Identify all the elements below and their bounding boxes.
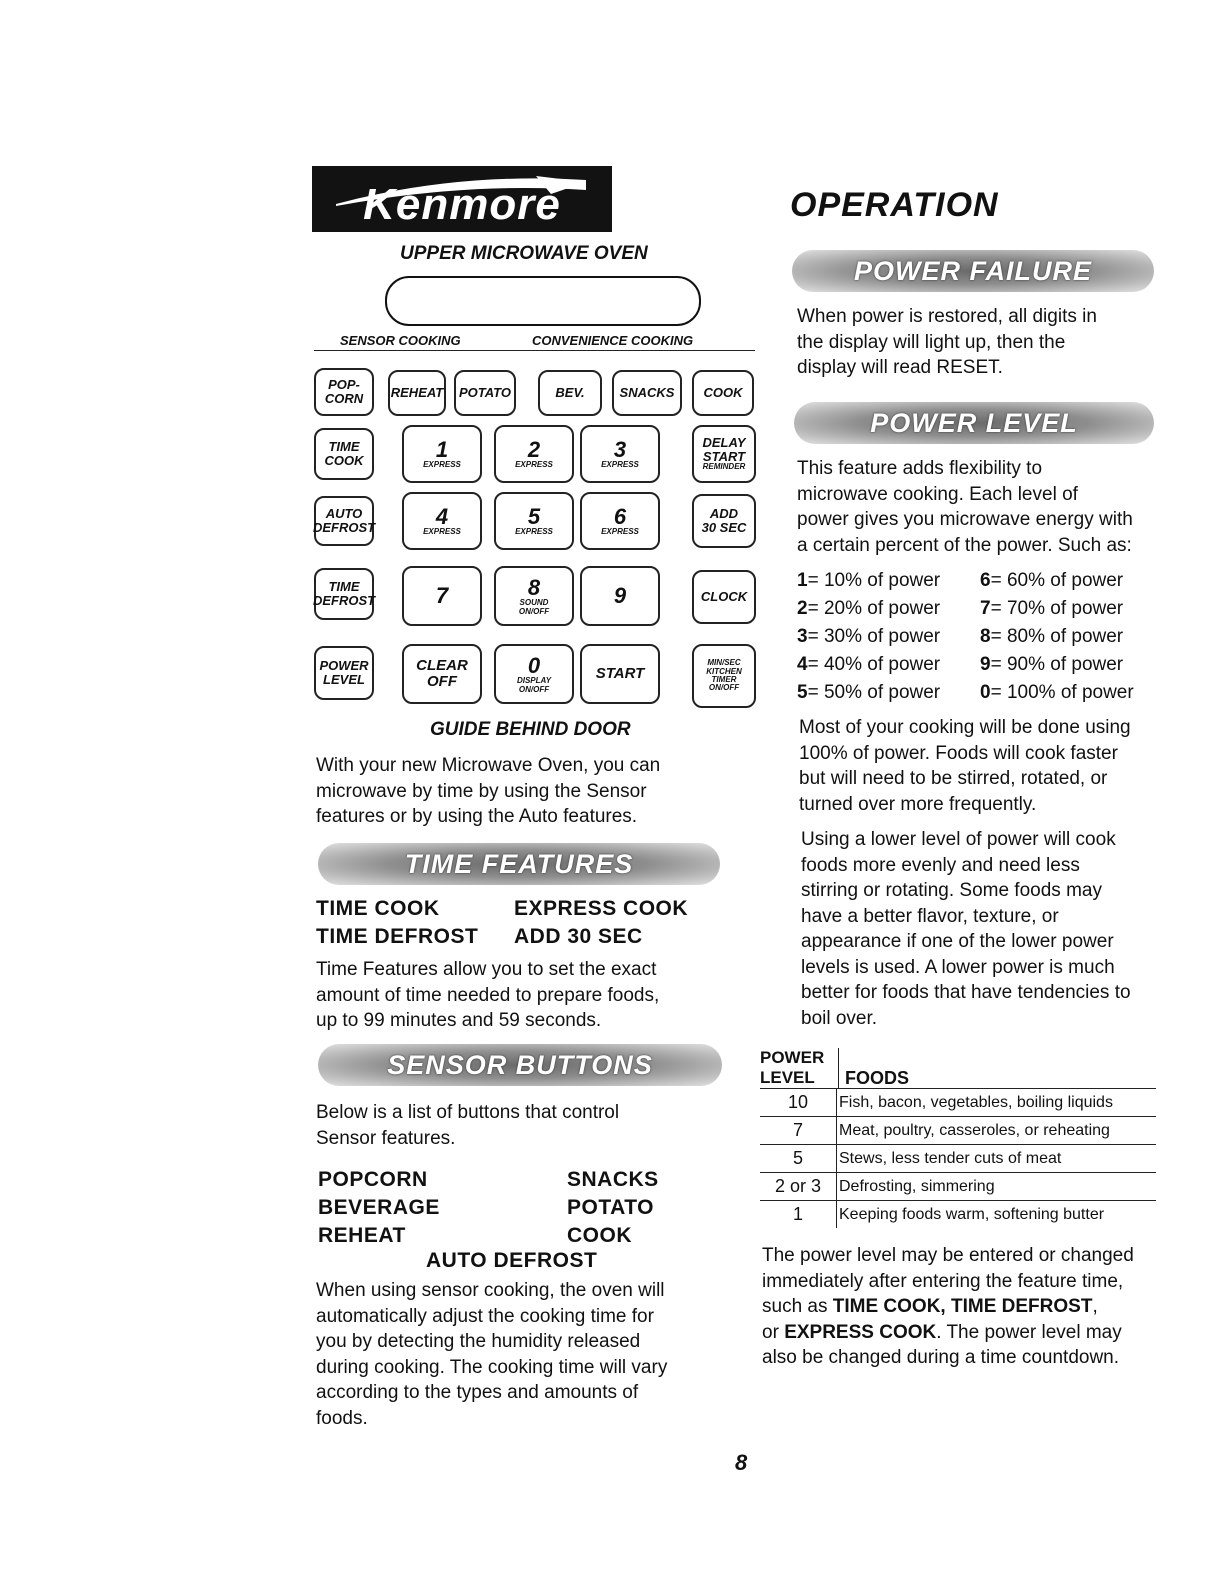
text-line: during cooking. The cooking time will vary [316, 1356, 668, 1378]
level-number: 6 [980, 570, 991, 591]
key-sublabel: MIN/SEC [707, 658, 741, 668]
banner-label: TIME FEATURES [404, 848, 634, 879]
level-text: = 30% of power [807, 626, 941, 647]
sensor-button-item: SNACKS [567, 1168, 659, 1191]
power-level-item [980, 623, 1134, 651]
table-cell-foods: Meat, poultry, casseroles, or reheating [837, 1117, 1157, 1145]
key-sublabel: EXPRESS [423, 460, 461, 470]
text-line: With your new Microwave Oven, you can [316, 755, 661, 776]
number-key-2[interactable] [494, 425, 574, 483]
text-line: foods. [316, 1407, 368, 1429]
level-text: = 70% of power [990, 598, 1124, 619]
guide-behind-door-label: GUIDE BEHIND DOOR [430, 719, 631, 740]
key-digit: 5 [527, 504, 541, 530]
key-sublabel: EXPRESS [601, 527, 639, 537]
key-label: SNACKS [619, 385, 675, 401]
key-label: CLOCK [700, 589, 748, 605]
text-line: When using sensor cooking, the oven will [316, 1280, 665, 1301]
key-label: START [702, 448, 746, 464]
most-cooking-paragraph [799, 715, 1131, 817]
key-digit: 3 [613, 437, 627, 463]
level-number: 7 [980, 598, 991, 619]
number-key-9[interactable] [580, 566, 660, 626]
reheat-key[interactable] [388, 370, 446, 416]
table-cell-level: 5 [760, 1145, 837, 1173]
text-line: immediately after entering the feature time, [762, 1270, 1124, 1292]
key-sublabel: ON/OFF [518, 684, 550, 694]
emphasis-text: TIME COOK, TIME DEFROST [832, 1296, 1093, 1317]
text-line: 100% of power. Foods will cook faster [799, 742, 1118, 764]
auto-defrost-key[interactable] [314, 496, 374, 546]
time-features-paragraph [316, 957, 659, 1034]
text-line: Most of your cooking will be done using [799, 717, 1131, 738]
clear-off-key[interactable] [402, 644, 482, 704]
number-key-4[interactable] [402, 492, 482, 550]
text-line: automatically adjust the cooking time for [316, 1305, 654, 1327]
text-run: , [1092, 1296, 1098, 1317]
key-label: DEFROST [312, 593, 376, 608]
page-number: 8 [735, 1450, 748, 1475]
text-line: microwave cooking. Each level of [797, 483, 1078, 505]
table-row [760, 1117, 1156, 1145]
kitchen-timer-key[interactable] [692, 644, 756, 708]
key-label: TIME [328, 579, 360, 595]
text-line: levels is used. A lower power is much [801, 956, 1115, 978]
text-line [762, 1320, 1134, 1346]
text-line: The power level may be entered or changed [762, 1245, 1134, 1266]
lower-power-paragraph [801, 827, 1131, 1031]
text-line: according to the types and amounts of [316, 1382, 639, 1403]
level-text: = 10% of power [807, 570, 941, 591]
key-label: CORN [324, 391, 364, 406]
time-feature-item: EXPRESS COOK [514, 897, 689, 920]
power-level-item [980, 595, 1134, 623]
key-label: POP- [328, 377, 360, 393]
level-number: 5 [797, 682, 808, 703]
logo-wordmark: Kenmore [363, 180, 561, 229]
time-feature-item: TIME COOK [316, 897, 440, 920]
power-levels-list-left [797, 567, 940, 707]
panel-title: UPPER MICROWAVE OVEN [400, 243, 648, 264]
table-cell-level: 10 [760, 1089, 837, 1117]
key-label: CLEAR [416, 657, 468, 675]
text-line [762, 1294, 1134, 1320]
power-level-item [797, 595, 940, 623]
level-text: = 40% of power [807, 654, 941, 675]
level-number: 4 [797, 654, 808, 675]
key-sublabel: DISPLAY [516, 676, 552, 686]
power-level-key[interactable] [314, 646, 374, 700]
key-label: DELAY [702, 435, 746, 451]
text-line: foods more evenly and need less [801, 854, 1080, 876]
convenience-cooking-label: CONVENIENCE COOKING [532, 333, 694, 348]
power-level-item [980, 567, 1134, 595]
emphasis-text: EXPRESS COOK [784, 1321, 937, 1343]
kenmore-logo [312, 166, 612, 232]
power-level-item [980, 651, 1134, 679]
number-key-6[interactable] [580, 492, 660, 550]
key-sublabel: ON/OFF [518, 606, 550, 616]
key-label: BEV. [555, 385, 585, 401]
header-text: LEVEL [760, 1068, 815, 1087]
number-key-1[interactable] [402, 425, 482, 483]
level-number: 1 [797, 570, 808, 591]
table-cell-foods: Fish, bacon, vegetables, boiling liquids [837, 1089, 1157, 1117]
time-cook-key[interactable] [314, 428, 374, 480]
table-header-foods: FOODS [845, 1068, 910, 1088]
sensor-button-item: POPCORN [318, 1168, 428, 1191]
key-label: COOK [324, 453, 364, 468]
level-text: = 100% of power [990, 682, 1134, 703]
cook-key[interactable] [692, 370, 754, 416]
clock-key[interactable] [692, 570, 756, 624]
table-row [760, 1089, 1156, 1117]
key-sublabel: EXPRESS [515, 527, 553, 537]
power-level-item [797, 679, 940, 707]
text-line: Using a lower level of power will cook [801, 829, 1116, 850]
banner-label: POWER LEVEL [870, 407, 1078, 438]
level-number: 8 [980, 626, 991, 647]
key-label: AUTO [325, 506, 363, 522]
level-number: 2 [797, 598, 808, 619]
text-line: Time Features allow you to set the exact [316, 959, 657, 980]
table-row [760, 1201, 1156, 1229]
key-label: POWER [319, 658, 369, 674]
table-cell-foods: Defrosting, simmering [837, 1173, 1157, 1201]
table-cell-level: 2 or 3 [760, 1173, 837, 1201]
sensor-cooking-label: SENSOR COOKING [340, 333, 461, 348]
key-digit: 8 [527, 575, 541, 601]
banner-label: SENSOR BUTTONS [387, 1049, 653, 1080]
text-run: or [762, 1321, 785, 1343]
text-line: appearance if one of the lower power [801, 931, 1114, 952]
potato-key[interactable] [454, 370, 516, 416]
text-line: you by detecting the humidity released [316, 1331, 641, 1352]
key-label: POTATO [459, 385, 511, 401]
banner-label: POWER FAILURE [853, 255, 1092, 286]
beverage-key[interactable] [538, 370, 602, 416]
key-sublabel: REMINDER [702, 462, 746, 472]
text-line: When power is restored, all digits in [797, 306, 1097, 327]
power-foods-table [760, 1048, 1156, 1228]
power-level-item [980, 679, 1134, 707]
text-line: features or by using the Auto features. [316, 806, 638, 827]
level-number: 3 [797, 626, 808, 647]
key-sublabel: EXPRESS [515, 460, 553, 470]
popcorn-key[interactable] [314, 368, 374, 416]
power-level-paragraph [797, 456, 1133, 558]
level-number: 0 [980, 682, 991, 703]
sensor-buttons-banner [318, 1044, 722, 1086]
power-failure-paragraph [797, 304, 1097, 381]
operation-heading: OPERATION [790, 186, 999, 224]
text-line: have a better flavor, texture, or [801, 905, 1059, 927]
text-line: also be changed during a time countdown. [762, 1347, 1120, 1368]
time-feature-item: ADD 30 SEC [514, 925, 643, 948]
text-line: but will need to be stirred, rotated, or [799, 768, 1108, 789]
power-level-item [797, 623, 940, 651]
number-key-3[interactable] [580, 425, 660, 483]
key-label: COOK [703, 385, 743, 401]
key-label: OFF [427, 673, 457, 690]
sensor-button-item: POTATO [567, 1196, 654, 1219]
key-sublabel: EXPRESS [601, 460, 639, 470]
header-text: POWER [760, 1048, 825, 1067]
key-sublabel: TIMER [711, 675, 737, 684]
key-sublabel: SOUND [519, 598, 549, 608]
key-digit: 4 [435, 504, 449, 530]
key-label: LEVEL [323, 672, 365, 687]
level-text: = 50% of power [807, 682, 941, 703]
power-levels-list-right [980, 567, 1134, 707]
intro-paragraph [316, 753, 660, 830]
sensor-button-item: BEVERAGE [318, 1196, 440, 1219]
key-label: REHEAT [390, 385, 444, 401]
time-features-banner [318, 843, 720, 885]
table-row [760, 1173, 1156, 1201]
table-cell-foods: Stews, less tender cuts of meat [837, 1145, 1157, 1173]
table-row [760, 1145, 1156, 1173]
key-sublabel: EXPRESS [423, 527, 461, 537]
text-line: This feature adds flexibility to [797, 458, 1043, 479]
key-label: START [595, 665, 645, 683]
text-line: amount of time needed to prepare foods, [316, 984, 660, 1006]
power-level-item [797, 651, 940, 679]
table-cell-foods: Keeping foods warm, softening butter [839, 1205, 1105, 1223]
sensor-button-item: REHEAT [318, 1224, 406, 1247]
level-text: = 60% of power [990, 570, 1124, 591]
text-line: boil over. [801, 1007, 878, 1029]
level-text: = 20% of power [807, 598, 941, 619]
key-digit: 0 [527, 653, 541, 679]
sensor-button-item: AUTO DEFROST [426, 1249, 598, 1272]
foods-table-body [760, 1089, 1156, 1228]
sensor-button-item: COOK [567, 1224, 632, 1247]
sensor-intro-paragraph [316, 1100, 619, 1151]
category-divider [314, 350, 755, 351]
text-run: such as [762, 1296, 833, 1317]
level-text: = 90% of power [990, 654, 1124, 675]
text-line: Sensor features. [316, 1127, 456, 1149]
key-label: DEFROST [312, 520, 376, 535]
number-key-8-sound[interactable] [494, 566, 574, 626]
table-cell-level: 1 [760, 1201, 837, 1229]
key-digit: 6 [613, 504, 627, 530]
level-text: = 80% of power [990, 626, 1124, 647]
key-digit: 1 [435, 437, 449, 463]
key-sublabel: ON/OFF [708, 683, 740, 693]
text-line: up to 99 minutes and 59 seconds. [316, 1010, 602, 1031]
table-header-level [760, 1048, 839, 1088]
sensor-body-paragraph [316, 1278, 667, 1431]
key-digit: 7 [435, 583, 449, 609]
key-digit: 2 [527, 437, 541, 463]
key-sublabel: KITCHEN [706, 666, 742, 676]
key-label: 30 SEC [701, 520, 747, 535]
oven-display [385, 276, 701, 326]
power-level-item [797, 567, 940, 595]
text-line: a certain percent of the power. Such as: [797, 534, 1132, 556]
text-line: display will read RESET. [797, 357, 1003, 378]
text-line: stirring or rotating. Some foods may [801, 880, 1102, 901]
text-line: turned over more frequently. [799, 793, 1037, 815]
start-key[interactable] [580, 644, 660, 704]
text-line: the display will light up, then the [797, 331, 1066, 353]
key-label: ADD [709, 506, 739, 522]
key-label: TIME [328, 439, 360, 455]
number-key-7[interactable] [402, 566, 482, 626]
time-defrost-key[interactable] [314, 568, 374, 620]
delay-start-key[interactable] [692, 425, 756, 483]
table-cell-level: 7 [760, 1117, 837, 1145]
number-key-0-display[interactable] [494, 644, 574, 704]
text-line: better for foods that have tendencies to [801, 982, 1131, 1003]
text-line: power gives you microwave energy with [797, 509, 1133, 530]
add-30-sec-key[interactable] [692, 494, 756, 548]
text-line: Below is a list of buttons that control [316, 1102, 620, 1123]
level-number: 9 [980, 654, 991, 675]
key-digit: 9 [613, 583, 627, 609]
text-run: . The power level may [936, 1321, 1122, 1343]
power-failure-banner [792, 250, 1154, 292]
closing-paragraph [762, 1243, 1134, 1371]
power-level-banner [794, 402, 1154, 444]
time-feature-item: TIME DEFROST [316, 925, 479, 948]
snacks-key[interactable] [612, 370, 682, 416]
text-line: microwave by time by using the Sensor [316, 780, 647, 802]
number-key-5[interactable] [494, 492, 574, 550]
